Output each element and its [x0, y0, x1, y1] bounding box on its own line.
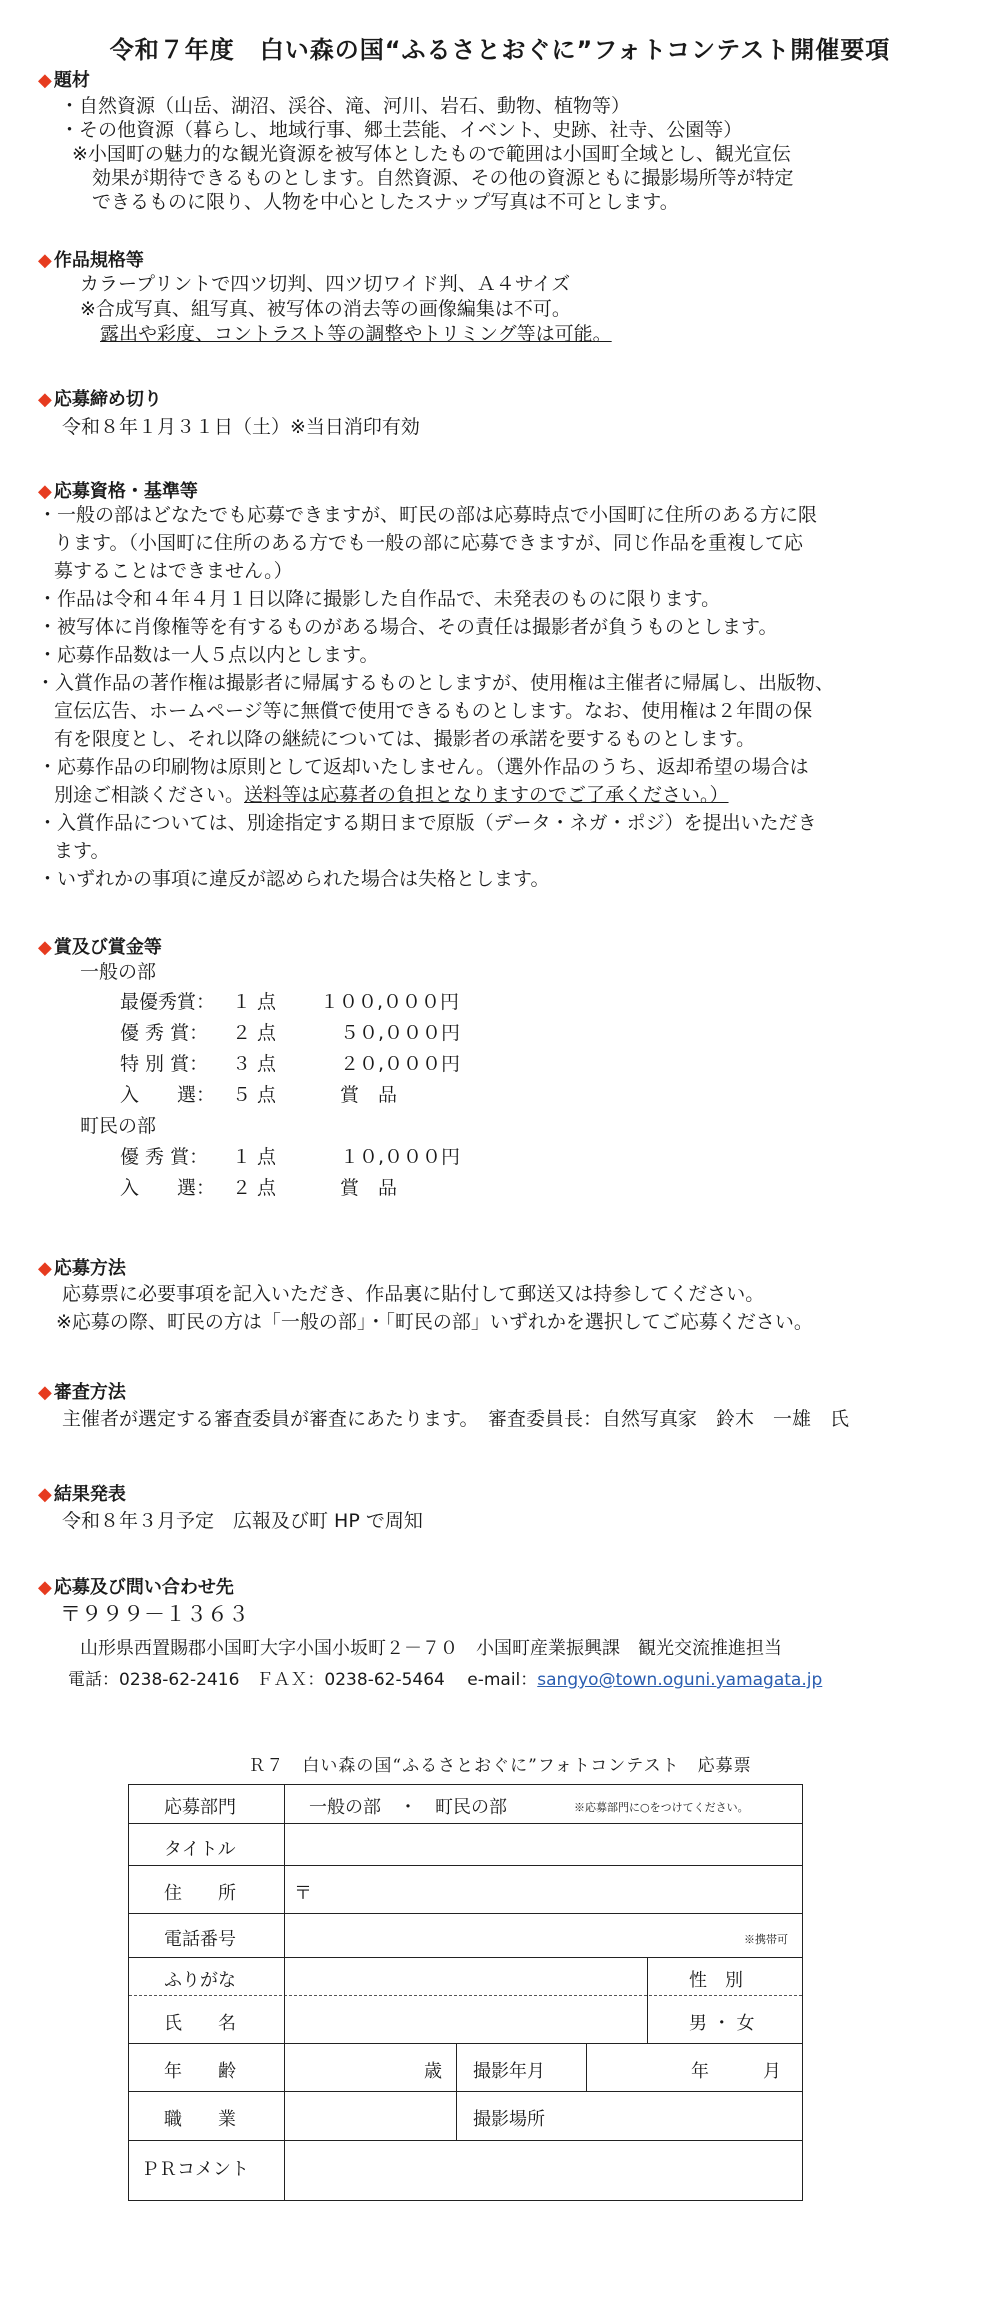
prize-name: 優 秀 賞： [120, 1022, 209, 1044]
form-dept-note: ※応募部門に○をつけてください。 [574, 1801, 749, 1814]
prize-group-town: 町民の部 [80, 1115, 157, 1137]
prize-amount: １００,０００円 [320, 991, 460, 1013]
section-heading-eligibility: ◆ 応募資格・基準等 [38, 481, 198, 502]
section-heading-contact: ◆ 応募及び問い合わせ先 [38, 1577, 234, 1598]
contact-address: 山形県西置賜郡小国町大字小国小坂町２－７０ 小国町産業振興課 観光交流推進担当 [80, 1638, 782, 1659]
form-row-divider-dashed [129, 1995, 802, 1996]
eligibility-line: ・いずれかの事項に違反が認められた場合は失格とします。 [38, 868, 550, 890]
shipping-note-underlined: 送料等は応募者の負担となりますのでご了承ください。） [244, 784, 729, 806]
form-age-unit: 歳 [424, 2061, 442, 2082]
eligibility-line: ・一般の部はどなたでも応募できますが、町民の部は応募時点で小国町に住所のある方に限 [38, 504, 818, 526]
form-column-divider [456, 2043, 457, 2140]
theme-item: ・自然資源（山岳、湖沼、渓谷、滝、河川、岩石、動物、植物等） [60, 95, 631, 117]
form-title: Ｒ７ 白い森の国“ふるさとおぐに”フォトコンテスト 応募票 [248, 1756, 752, 1776]
form-label-pr-comment: ＰＲコメント [141, 2159, 249, 2180]
prize-count: ２ 点 [232, 1022, 277, 1044]
section-heading-deadline: ◆ 応募締め切り [38, 389, 162, 410]
prize-count: １ 点 [232, 1146, 277, 1168]
form-label-age: 年 齢 [164, 2061, 236, 2082]
form-label-dept: 応募部門 [164, 1797, 236, 1818]
eligibility-line: ・入賞作品については、別途指定する期日まで原版（データ・ネガ・ポジ）を提出いただき [38, 812, 817, 834]
method-line: ※応募の際、町民の方は「一般の部」・「町民の部」いずれかを選択してご応募ください。 [56, 1311, 813, 1333]
diamond-bullet-icon: ◆ [38, 70, 52, 91]
form-label-occupation: 職 業 [164, 2109, 236, 2130]
form-shoot-date-units: 年 月 [691, 2061, 781, 2082]
diamond-bullet-icon: ◆ [38, 1484, 52, 1505]
judging-text: 主催者が選定する審査委員が審査にあたります。 審査委員長：自然写真家 鈴木 一雄 氏 [62, 1408, 849, 1430]
form-row-divider [129, 2140, 802, 2141]
prize-name: 最優秀賞： [120, 991, 216, 1013]
method-line: 応募票に必要事項を記入いただき、作品裏に貼付して郵送又は持参してください。 [62, 1283, 765, 1305]
diamond-bullet-icon: ◆ [38, 1577, 52, 1598]
form-dept-options[interactable]: 一般の部 ・ 町民の部 [309, 1797, 507, 1818]
eligibility-line: 別途ご相談ください。送料等は応募者の負担となりますのでご了承ください。） [54, 784, 729, 806]
spec-line: ※合成写真、組写真、被写体の消去等の画像編集は不可。 [80, 298, 571, 320]
prize-name: 特 別 賞： [120, 1053, 209, 1075]
contact-postal-code: 〒９９９－１３６３ [60, 1602, 249, 1626]
diamond-bullet-icon: ◆ [38, 481, 52, 502]
section-heading-prizes: ◆ 賞及び賞金等 [38, 937, 162, 958]
eligibility-line: 募することはできません。） [54, 560, 293, 582]
prize-group-general: 一般の部 [80, 961, 157, 983]
section-heading-method: ◆ 応募方法 [38, 1258, 126, 1279]
form-row-divider [129, 1957, 802, 1958]
eligibility-line: ります。（小国町に住所のある方でも一般の部に応募できますが、同じ作品を重複して応 [54, 532, 803, 554]
theme-note: 効果が期待できるものとします。自然資源、その他の資源ともに撮影場所等が特定 [92, 167, 794, 189]
prize-amount: 賞 品 [340, 1084, 398, 1106]
diamond-bullet-icon: ◆ [38, 1258, 52, 1279]
eligibility-line: ・入賞作品の著作権は撮影者に帰属するものとしますが、使用権は主催者に帰属し、出版物、 [36, 672, 835, 694]
eligibility-line: ・作品は令和４年４月１日以降に撮影した自作品で、未発表のものに限ります。 [38, 588, 721, 610]
form-row-divider [129, 1913, 802, 1914]
spec-line: カラープリントで四ツ切判、四ツ切ワイド判、Ａ４サイズ [80, 273, 571, 295]
section-heading-judging: ◆ 審査方法 [38, 1382, 126, 1403]
diamond-bullet-icon: ◆ [38, 250, 52, 271]
eligibility-line: ます。 [54, 840, 110, 862]
contact-phone-fax: 電話：0238-62-2416 ＦＡＸ：0238-62-5464 e-mail：sangyo@town.oguni.yamagata.jp [68, 1670, 823, 1690]
results-text: 令和８年３月予定 広報及び町 HP で周知 [62, 1510, 423, 1532]
prize-name: 優 秀 賞： [120, 1146, 209, 1168]
form-row-divider [129, 2043, 802, 2044]
form-label-shoot-place: 撮影場所 [473, 2109, 545, 2130]
spec-line-underlined: 露出や彩度、コントラスト等の調整やトリミング等は可能。 [100, 323, 612, 345]
eligibility-line: 宣伝広告、ホームページ等に無償で使用できるものとします。なお、使用権は２年間の保 [54, 700, 813, 722]
page-title: 令和７年度 白い森の国“ふるさとおぐに”フォトコンテスト開催要項 [109, 36, 891, 64]
form-label-phone: 電話番号 [164, 1929, 236, 1950]
form-column-divider [586, 2043, 587, 2091]
form-label-name: 氏 名 [164, 2013, 236, 2034]
form-label-shoot-date: 撮影年月 [473, 2061, 545, 2082]
prize-name: 入 選： [120, 1177, 216, 1199]
form-row-divider [129, 1823, 802, 1824]
section-heading-spec: ◆ 作品規格等 [38, 250, 144, 271]
form-label-furigana: ふりがな [164, 1970, 236, 1991]
form-label-title: タイトル [164, 1839, 236, 1860]
prize-amount: １０,０００円 [340, 1146, 461, 1168]
prize-amount: 賞 品 [340, 1177, 398, 1199]
form-label-gender: 性 別 [689, 1970, 743, 1991]
form-row-divider [129, 1865, 802, 1866]
form-row-divider [129, 2091, 802, 2092]
theme-note: できるものに限り、人物を中心としたスナップ写真は不可とします。 [92, 191, 679, 213]
theme-note: ※小国町の魅力的な観光資源を被写体としたもので範囲は小国町全域とし、観光宣伝 [72, 143, 791, 165]
prize-name: 入 選： [120, 1084, 216, 1106]
prize-count: ３ 点 [232, 1053, 277, 1075]
diamond-bullet-icon: ◆ [38, 1382, 52, 1403]
prize-amount: ２０,０００円 [340, 1053, 461, 1075]
eligibility-line: 有を限度とし、それ以降の継続については、撮影者の承諾を要するものとします。 [54, 728, 756, 750]
eligibility-line: ・応募作品数は一人５点以内とします。 [38, 644, 379, 666]
prize-count: ５ 点 [232, 1084, 277, 1106]
form-column-divider [284, 1785, 285, 2200]
form-column-divider [647, 1957, 648, 2043]
application-form-table [128, 1784, 803, 2201]
eligibility-line: ・応募作品の印刷物は原則として返却いたしません。（選外作品のうち、返却希望の場合は [38, 756, 809, 778]
theme-item: ・その他資源（暮らし、地域行事、郷土芸能、イベント、史跡、社寺、公園等） [60, 119, 743, 141]
diamond-bullet-icon: ◆ [38, 389, 52, 410]
form-label-address: 住 所 [164, 1883, 236, 1904]
section-heading-results: ◆ 結果発表 [38, 1484, 126, 1505]
prize-count: １ 点 [232, 991, 277, 1013]
contact-email-link[interactable]: sangyo@town.oguni.yamagata.jp [537, 1670, 823, 1690]
eligibility-line: ・被写体に肖像権等を有するものがある場合、その責任は撮影者が負うものとします。 [38, 616, 778, 638]
prize-count: ２ 点 [232, 1177, 277, 1199]
section-heading-theme: ◆ 題材 [38, 70, 90, 91]
form-phone-note: ※携帯可 [744, 1933, 788, 1946]
prize-amount: ５０,０００円 [340, 1022, 461, 1044]
form-gender-options[interactable]: 男 ・ 女 [689, 2013, 755, 2034]
form-address-postal-mark: 〒 [294, 1883, 312, 1904]
diamond-bullet-icon: ◆ [38, 937, 52, 958]
deadline-text: 令和８年１月３１日（土）※当日消印有効 [62, 416, 420, 438]
